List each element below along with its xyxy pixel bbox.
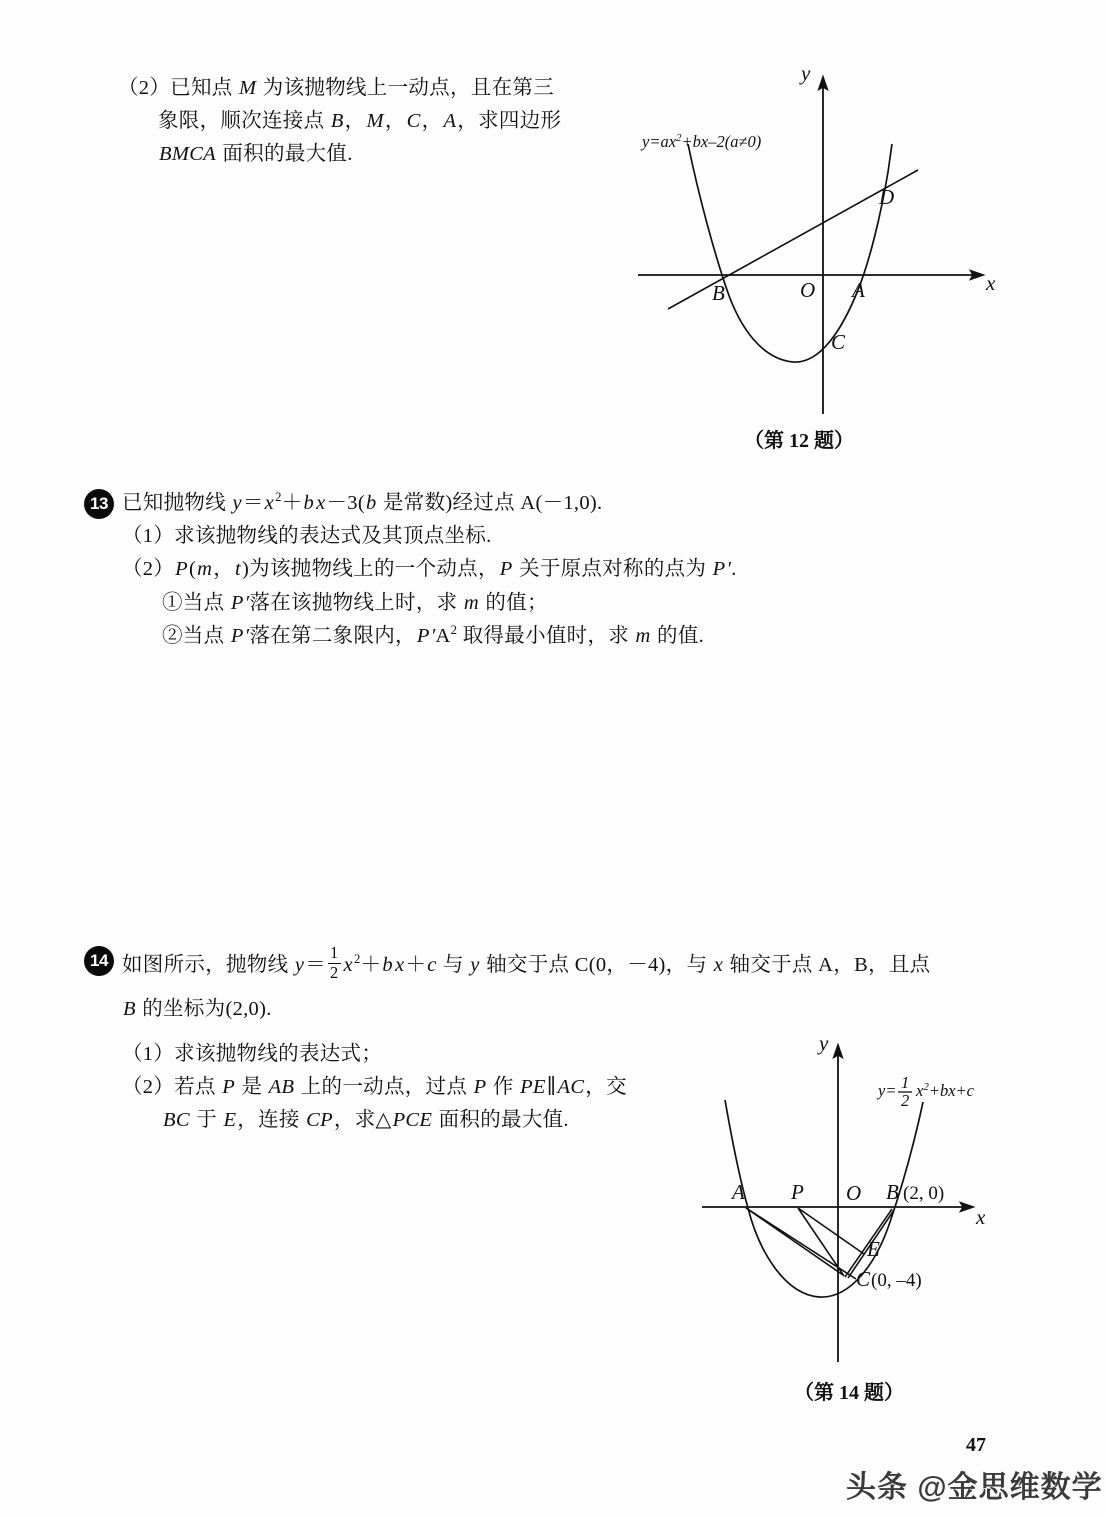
problem-13-stem: 已知抛物线 $y=x^2+bx-3(b$ 是常数)经过点 A(－1,0). [122,490,603,514]
axis-y-12 [818,76,828,414]
problem-13-sub-2: （2）P(m，t)为该抛物线上的一个动点，P 关于原点对称的点为 P′. [122,558,737,581]
point-label-C-14: C [856,1267,871,1291]
parabola-12 [688,144,895,362]
equation-label-12: $y=ax^2+bx-2(a\ne 0)$ [642,132,762,151]
svg-text:y=: y= [878,1081,897,1100]
point-label-B-12: B [712,281,725,305]
problem-14-sub-2-line-1: （2）若点 P 是 AB 上的一动点，过点 P 作 PE∥AC，交 [122,1076,627,1099]
problem-12-line-1: （2）已知点 M 为该抛物线上一动点，且在第三 [118,77,554,99]
origin-label-12: O [800,278,816,302]
point-label-P-14: P [791,1180,804,1204]
problem-12-line-2: 象限，顺次连接点 B，M，C，A，求四边形 [158,110,562,133]
point-coord-C-14: (0, –4) [871,1270,922,1291]
figure-problem-12 [630,62,1010,432]
figure-12-caption: （第 12 题） [744,430,854,452]
point-label-C-12: C [831,330,846,354]
point-coord-B-14: (2, 0) [903,1183,945,1204]
figure-14-svg [688,1032,1028,1372]
svg-text:x2+bx+c: $x^2+bx+c$ [916,1081,974,1100]
watermark: 头条 @金思维数学 [846,1471,1103,1504]
point-label-B-14: B [886,1180,899,1204]
problem-13-sub-1: （1）求该抛物线的表达式及其顶点坐标. [122,525,492,548]
problem-12-line-3: BMCA 面积的最大值. [159,143,353,166]
figure-12-svg [630,62,1010,432]
axis-y-14 [833,1044,843,1362]
problem-13-sub-2-item-2: ②当点 P′落在第二象限内，$P'A^2$ 取得最小值时，求 m 的值. [162,622,705,647]
point-label-E-14: E [867,1237,880,1261]
problem-13-sub-2-item-1: ①当点 P′落在该抛物线上时，求 m 的值； [162,591,548,614]
problem-14-stem [122,944,930,1033]
problem-14-sub-1: （1）求该抛物线的表达式； [122,1043,383,1065]
problem-14-subquestions [122,1038,627,1138]
axis-y-label-14: y [819,1031,829,1055]
problem-14-sub-2-line-2: BC 于 E，连接 CP，求△PCE 面积的最大值. [163,1109,569,1132]
problem-12-part2-text [118,72,561,172]
problem-14-stem-line-2: B 的坐标为(2,0). [123,998,272,1021]
point-label-D-12: D [879,185,895,209]
origin-label-14: O [846,1181,862,1205]
problem-14-stem-line-1: 如图所示，抛物线 y＝ $\frac{1}{2}$ $x^2+bx+c$ 与 y 轴交于点 C(0，－4)，与 x 轴交于点 A，B，且点 [122,942,931,982]
axis-x-label-14: x [976,1205,986,1229]
problem-13-text [122,487,737,653]
axis-y-label-12: y [801,61,811,85]
svg-text:2: 2 [901,1091,910,1110]
problem-13-number-badge: 13 [84,489,114,519]
equation-label-14 [876,1073,975,1110]
page-number: 47 [966,1434,986,1456]
svg-text:1: 1 [901,1073,910,1092]
point-label-A-14: A [732,1180,745,1204]
figure-14-caption: （第 14 题） [794,1382,904,1404]
problem-14-number-badge: 14 [84,946,114,976]
segment-PC-14 [798,1208,844,1276]
axis-x-label-12: x [986,271,996,295]
figure-problem-14 [688,1032,1028,1372]
point-label-A-12: A [852,278,865,302]
